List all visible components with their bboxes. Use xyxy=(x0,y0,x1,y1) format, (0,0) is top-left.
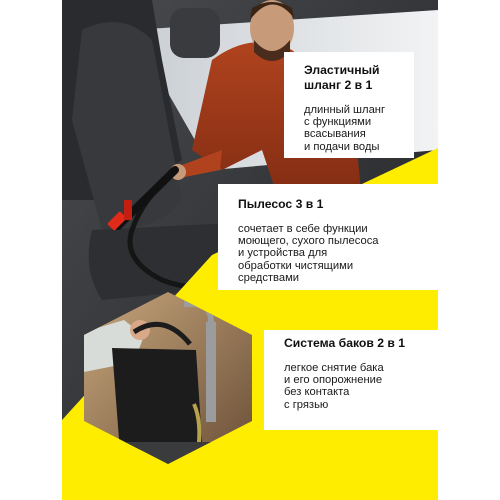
feature-hose-title: Эластичный шланг 2 в 1 xyxy=(304,63,380,92)
feature-tank-line: без контакта xyxy=(284,386,350,399)
feature-vacuum-line: средствами xyxy=(238,271,300,284)
feature-tank-line: с грязью xyxy=(284,398,329,411)
feature-hose-line: длинный шланг xyxy=(304,104,386,116)
feature-vacuum-card xyxy=(218,184,438,290)
feature-vacuum-line: и устройства для xyxy=(238,247,328,260)
tank-hexagon-photo xyxy=(84,292,252,464)
feature-vacuum-line: моющего, сухого пылесоса xyxy=(238,235,379,248)
feature-hose-line: с функциями xyxy=(304,116,372,129)
feature-hose-card xyxy=(284,52,414,158)
feature-vacuum-line: сочетает в себе функции xyxy=(238,223,368,235)
feature-tank-line: и его опорожнение xyxy=(284,374,383,387)
feature-vacuum-title: Пылесос 3 в 1 xyxy=(238,197,324,211)
feature-vacuum-text xyxy=(238,223,438,284)
feature-hose-line: и подачи воды xyxy=(304,140,380,153)
feature-tank-text xyxy=(284,362,438,411)
feature-tank-line: легкое снятие бака xyxy=(284,362,384,374)
feature-vacuum-line: обработки чистящими xyxy=(238,259,354,272)
feature-hose-line: всасывания xyxy=(304,128,366,141)
feature-hose-text xyxy=(304,104,414,153)
feature-tank-card xyxy=(264,330,438,430)
feature-tank-title: Система баков 2 в 1 xyxy=(284,336,406,350)
